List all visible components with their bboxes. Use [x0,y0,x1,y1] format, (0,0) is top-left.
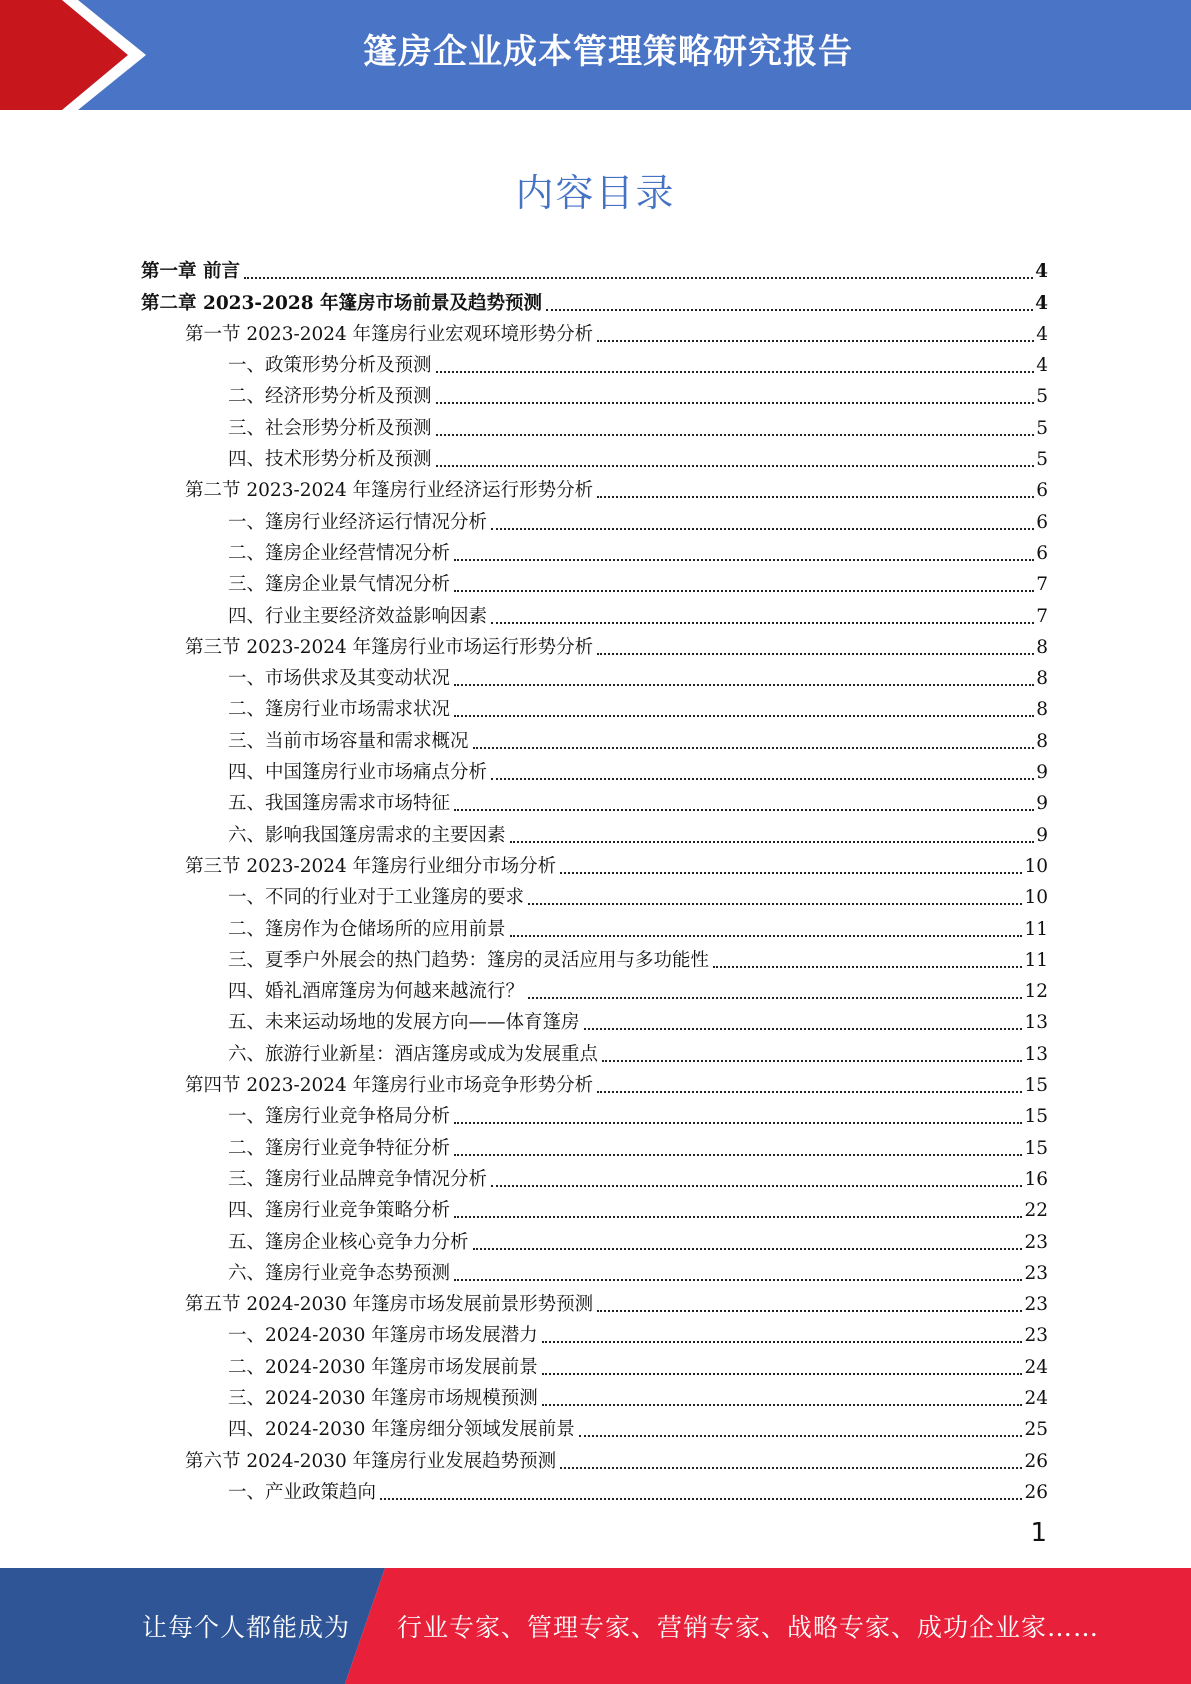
toc-entry[interactable] [141,1098,1048,1129]
toc-entry-title: 五、篷房企业核心竞争力分析 [228,1231,469,1253]
toc-dot-leader [597,340,1034,342]
toc-entry-title: 六、影响我国篷房需求的主要因素 [228,824,506,846]
toc-entry-title: 第四节 2023-2024 年篷房行业市场竞争形势分析 [185,1075,594,1097]
toc-entry[interactable] [141,1411,1048,1442]
toc-entry-title: 四、技术形势分析及预测 [228,449,432,471]
toc-entry[interactable] [141,1380,1048,1411]
toc-entry[interactable] [141,1286,1048,1317]
toc-dot-leader [454,1122,1022,1124]
toc-entry-page: 9 [1036,793,1048,815]
toc-entry-page: 26 [1024,1481,1048,1503]
toc-entry[interactable] [141,691,1048,722]
toc-entry-page: 23 [1024,1262,1048,1284]
toc-entry-page: 9 [1036,824,1048,846]
toc-dot-leader [454,590,1034,592]
toc-entry[interactable] [141,910,1048,941]
toc-entry-page: 4 [1036,355,1048,377]
toc-dot-leader [528,903,1022,905]
toc-dot-leader [542,1404,1023,1406]
toc-entry-title: 二、篷房作为仓储场所的应用前景 [228,918,506,940]
toc-entry-page: 26 [1024,1450,1048,1472]
toc-entry-page: 10 [1024,855,1048,877]
toc-entry[interactable] [141,660,1048,691]
toc-entry-page: 6 [1036,511,1048,533]
toc-entry[interactable] [141,566,1048,597]
toc-entry-page: 5 [1036,449,1048,471]
toc-entry-page: 11 [1024,918,1048,940]
toc-entry-title: 四、2024-2030 年篷房细分领域发展前景 [228,1419,575,1441]
toc-heading: 内容目录 [515,171,676,215]
toc-entry[interactable] [141,722,1048,753]
toc-entry-title: 三、2024-2030 年篷房市场规模预测 [228,1387,538,1409]
toc-entry-title: 三、篷房行业品牌竞争情况分析 [228,1168,488,1190]
toc-entry-page: 7 [1036,605,1048,627]
toc-entry[interactable] [141,1474,1048,1505]
toc-entry[interactable] [141,441,1048,472]
toc-entry-page: 8 [1036,636,1048,658]
toc-dot-leader [602,1060,1022,1062]
toc-entry-page: 15 [1024,1075,1048,1097]
toc-entry-title: 四、行业主要经济效益影响因素 [228,605,488,627]
toc-dot-leader [713,966,1022,968]
toc-entry[interactable] [141,1161,1048,1192]
toc-entry-page: 4 [1035,261,1048,283]
toc-dot-leader [584,1028,1023,1030]
toc-entry[interactable] [141,1035,1048,1066]
toc-entry-page: 24 [1024,1387,1048,1409]
footer-slogan-right: 行业专家、管理专家、营销专家、战略专家、成功企业家…… [397,1613,1100,1642]
toc-dot-leader [436,434,1035,436]
toc-entry-page: 4 [1035,292,1048,314]
toc-entry-title: 第三节 2023-2024 年篷房行业市场运行形势分析 [185,636,594,658]
toc-dot-leader [579,1435,1023,1437]
toc-dot-leader [597,1310,1022,1312]
toc-entry-title: 三、社会形势分析及预测 [228,417,432,439]
toc-entry[interactable] [141,1067,1048,1098]
toc-entry-title: 第六节 2024-2030 年篷房行业发展趋势预测 [185,1450,557,1472]
toc-dot-leader [528,997,1022,999]
toc-entry[interactable] [141,629,1048,660]
toc-entry[interactable] [141,754,1048,785]
toc-dot-leader [454,1279,1022,1281]
toc-entry[interactable] [141,378,1048,409]
toc-entry-title: 一、篷房行业竞争格局分析 [228,1106,451,1128]
toc-dot-leader [436,371,1035,373]
toc-entry-page: 8 [1036,730,1048,752]
toc-dot-leader [597,653,1034,655]
toc-dot-leader [560,872,1022,874]
toc-entry-title: 五、我国篷房需求市场特征 [228,793,451,815]
toc-entry-title: 第一章 前言 [141,261,240,283]
toc-entry-title: 二、经济形势分析及预测 [228,386,432,408]
toc-entry-title: 第二章 2023-2028 年篷房市场前景及趋势预测 [141,292,543,314]
toc-entry-title: 第一节 2023-2024 年篷房行业宏观环境形势分析 [185,323,594,345]
toc-dot-leader [454,809,1034,811]
toc-entry-page: 8 [1036,699,1048,721]
toc-entry[interactable] [141,816,1048,847]
toc-entry-title: 一、不同的行业对于工业篷房的要求 [228,887,525,909]
toc-entry-title: 二、篷房行业竞争特征分析 [228,1137,451,1159]
toc-entry-page: 8 [1036,668,1048,690]
toc-entry-title: 三、篷房企业景气情况分析 [228,574,451,596]
toc-entry[interactable] [141,316,1048,347]
toc-entry-page: 23 [1024,1325,1048,1347]
toc-entry[interactable] [141,1129,1048,1160]
toc-entry[interactable] [141,284,1048,315]
toc-entry-title: 四、中国篷房行业市场痛点分析 [228,762,488,784]
toc-dot-leader [491,1185,1022,1187]
toc-entry-page: 6 [1036,542,1048,564]
toc-entry[interactable] [141,472,1048,503]
toc-entry[interactable] [141,1004,1048,1035]
toc-dot-leader [491,778,1034,780]
toc-entry[interactable] [141,535,1048,566]
toc-entry-page: 13 [1024,1012,1048,1034]
toc-entry[interactable] [141,1348,1048,1379]
toc-dot-leader [454,1154,1022,1156]
toc-entry[interactable] [141,1255,1048,1286]
toc-entry-page: 23 [1024,1231,1048,1253]
toc-dot-leader [473,747,1035,749]
toc-dot-leader [542,1373,1023,1375]
toc-dot-leader [491,622,1034,624]
toc-entry-title: 第五节 2024-2030 年篷房市场发展前景形势预测 [185,1294,594,1316]
toc-entry[interactable] [141,1317,1048,1348]
toc-entry-title: 三、夏季户外展会的热门趋势：篷房的灵活应用与多功能性 [228,949,710,971]
page-footer [0,1568,1191,1684]
toc-dot-leader [436,465,1035,467]
toc-entry[interactable] [141,347,1048,378]
toc-dot-leader [510,935,1023,937]
toc-entry-title: 四、婚礼酒席篷房为何越来越流行？ [228,981,525,1003]
toc-entry[interactable] [141,848,1048,879]
toc-entry-title: 四、篷房行业竞争策略分析 [228,1200,451,1222]
toc-entry-page: 12 [1024,981,1048,1003]
table-of-contents [141,253,1048,1505]
toc-entry-page: 16 [1024,1168,1048,1190]
toc-dot-leader [546,309,1033,311]
toc-entry-title: 一、产业政策趋向 [228,1481,377,1503]
toc-entry-page: 10 [1024,887,1048,909]
page-number: 1 [1030,1518,1047,1548]
toc-dot-leader [436,402,1035,404]
toc-entry-title: 一、篷房行业经济运行情况分析 [228,511,488,533]
toc-entry-page: 23 [1024,1294,1048,1316]
toc-entry-page: 11 [1024,949,1048,971]
toc-entry[interactable] [141,942,1048,973]
toc-entry-title: 五、未来运动场地的发展方向——体育篷房 [228,1012,580,1034]
toc-entry-page: 15 [1024,1106,1048,1128]
toc-entry-title: 第三节 2023-2024 年篷房行业细分市场分析 [185,855,557,877]
toc-entry[interactable] [141,879,1048,910]
toc-entry-page: 13 [1024,1043,1048,1065]
toc-entry-page: 5 [1036,386,1048,408]
report-title: 篷房企业成本管理策略研究报告 [363,32,853,72]
toc-entry-title: 二、2024-2030 年篷房市场发展前景 [228,1356,538,1378]
toc-entry[interactable] [141,973,1048,1004]
toc-entry-title: 一、2024-2030 年篷房市场发展潜力 [228,1325,538,1347]
toc-entry-page: 6 [1036,480,1048,502]
toc-entry-page: 25 [1024,1419,1048,1441]
toc-entry[interactable] [141,597,1048,628]
toc-entry[interactable] [141,253,1048,284]
toc-entry-title: 第二节 2023-2024 年篷房行业经济运行形势分析 [185,480,594,502]
toc-entry[interactable] [141,785,1048,816]
toc-entry[interactable] [141,1192,1048,1223]
page-header [0,0,1191,110]
toc-entry[interactable] [141,409,1048,440]
toc-entry-page: 22 [1024,1200,1048,1222]
toc-entry[interactable] [141,1223,1048,1254]
toc-entry-page: 5 [1036,417,1048,439]
toc-dot-leader [380,1498,1022,1500]
toc-dot-leader [510,841,1035,843]
toc-dot-leader [454,1216,1022,1218]
toc-dot-leader [491,528,1034,530]
toc-entry-page: 4 [1036,323,1048,345]
toc-entry-title: 三、当前市场容量和需求概况 [228,730,469,752]
toc-dot-leader [597,496,1034,498]
toc-dot-leader [454,715,1034,717]
footer-slogan-left: 让每个人都能成为 [142,1613,351,1642]
toc-entry-page: 24 [1024,1356,1048,1378]
toc-dot-leader [454,684,1034,686]
toc-dot-leader [454,559,1034,561]
toc-entry[interactable] [141,1442,1048,1473]
toc-entry-page: 15 [1024,1137,1048,1159]
toc-entry[interactable] [141,503,1048,534]
toc-dot-leader [244,277,1033,279]
toc-entry-title: 二、篷房企业经营情况分析 [228,542,451,564]
toc-entry-title: 六、旅游行业新星：酒店篷房或成为发展重点 [228,1043,599,1065]
toc-entry-page: 7 [1036,574,1048,596]
toc-entry-page: 9 [1036,762,1048,784]
toc-dot-leader [597,1091,1022,1093]
toc-entry-title: 一、市场供求及其变动状况 [228,668,451,690]
toc-dot-leader [542,1341,1023,1343]
toc-dot-leader [560,1467,1022,1469]
toc-entry-title: 二、篷房行业市场需求状况 [228,699,451,721]
toc-dot-leader [473,1248,1023,1250]
toc-entry-title: 六、篷房行业竞争态势预测 [228,1262,451,1284]
toc-entry-title: 一、政策形势分析及预测 [228,355,432,377]
